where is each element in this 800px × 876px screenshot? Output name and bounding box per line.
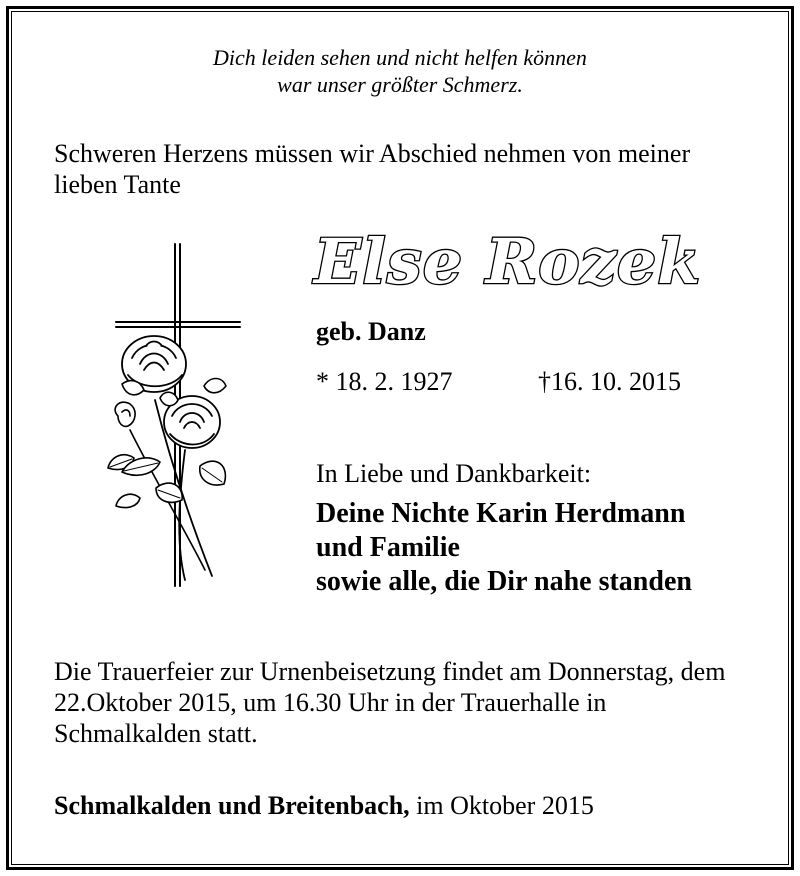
mourner-line: sowie alle, die Dir nahe standen	[316, 566, 692, 597]
birth-date: * 18. 2. 1927	[316, 367, 453, 396]
thanks-line: In Liebe und Dankbarkeit:	[316, 459, 592, 488]
closing-date: im Oktober 2015	[416, 791, 594, 820]
deceased-name: Else Rozek	[314, 225, 702, 298]
intro-text: Schweren Herzens müssen wir Abschied nehmen von meiner lieben Tante	[54, 139, 691, 199]
closing-line	[54, 790, 754, 821]
mourners-block	[316, 497, 786, 599]
mourner-line: und Familie	[316, 532, 460, 563]
funeral-notice: Die Trauerfeier zur Urnenbeisetzung findet am Donnerstag, dem 22.Oktober 2015, um 16.30 Uhr in der Trauerhalle in Schmalkalden statt.	[54, 657, 726, 748]
cross-with-roses-icon	[100, 240, 250, 590]
mourner-line: Deine Nichte Karin Herdmann	[316, 498, 686, 529]
motto-line-2: war unser größter Schmerz.	[277, 72, 523, 97]
death-date: †16. 10. 2015	[538, 367, 681, 396]
birth-name: geb. Danz	[316, 317, 426, 346]
motto	[0, 44, 800, 98]
life-dates	[316, 366, 681, 398]
motto-line-1: Dich leiden sehen und nicht helfen können	[213, 45, 587, 70]
closing-places: Schmalkalden und Breitenbach,	[54, 791, 410, 820]
